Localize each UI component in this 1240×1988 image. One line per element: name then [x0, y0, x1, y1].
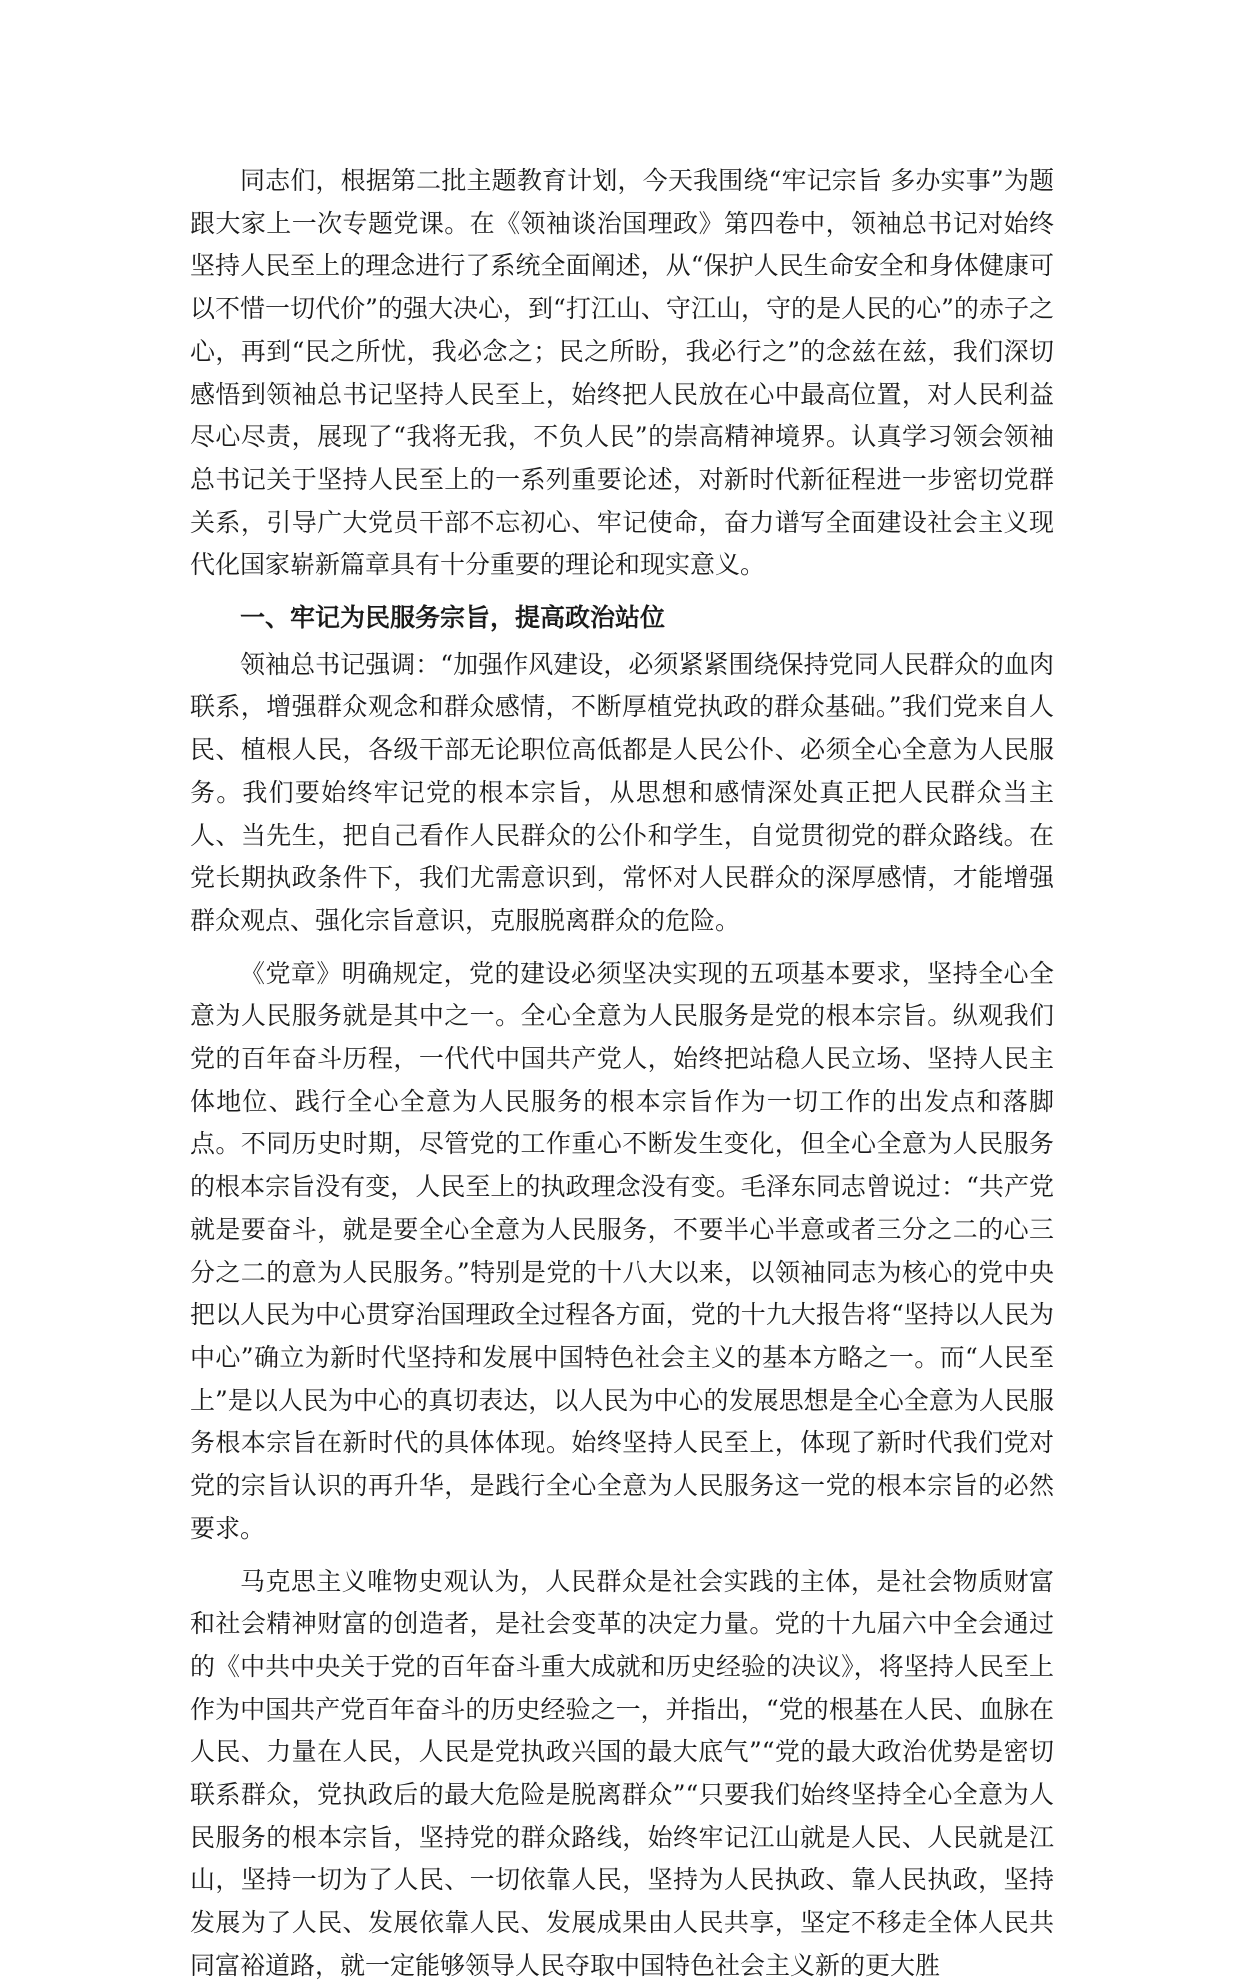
document-page: [190, 160, 1054, 1980]
body-paragraph-1: 领袖总书记强调：“加强作风建设，必须紧紧围绕保持党同人民群众的血肉联系，增强群众观念和群众感情，不断厚植党执政的群众基础。”我们党来自人民、植根人民，各级干部无论职位高低都是人民公仆、必须全心全意为人民服务。我们要始终牢记党的根本宗旨，从思想和感情深处真正把人民群众当主人、当先生，把自己看作人民群众的公仆和学生，自觉贯彻党的群众路线。在党长期执政条件下，我们尤需意识到，常怀对人民群众的深厚感情，才能增强群众观点、强化宗旨意识，克服脱离群众的危险。: [190, 649, 1054, 935]
body-paragraph-3: 马克思主义唯物史观认为，人民群众是社会实践的主体，是社会物质财富和社会精神财富的创造者，是社会变革的决定力量。党的十九届六中全会通过的《中共中央关于党的百年奋斗重大成就和历史经验的决议》，将坚持人民至上作为中国共产党百年奋斗的历史经验之一，并指出，“党的根基在人民、血脉在人民、力量在人民，人民是党执政兴国的最大底气”“党的最大政治优势是密切联系群众，党执政后的最大危险是脱离群众”“只要我们始终坚持全心全意为人民服务的根本宗旨，坚持党的群众路线，始终牢记江山就是人民、人民就是江山，坚持一切为了人民、一切依靠人民，坚持为人民执政、靠人民执政，坚持发展为了人民、发展依靠人民、发展成果由人民共享，坚定不移走全体人民共同富裕道路，就一定能够领导人民夺取中国特色社会主义新的更大胜: [190, 1566, 1054, 1980]
intro-paragraph: 同志们，根据第二批主题教育计划，今天我围绕“牢记宗旨 多办实事”为题跟大家上一次专题党课。在《领袖谈治国理政》第四卷中，领袖总书记对始终坚持人民至上的理念进行了系统全面阐述，从“保护人民生命安全和身体健康可以不惜一切代价”的强大决心，到“打江山、守江山，守的是人民的心”的赤子之心，再到“民之所忧，我必念之；民之所盼，我必行之”的念兹在兹，我们深切感悟到领袖总书记坚持人民至上，始终把人民放在心中最高位置，对人民利益尽心尽责，展现了“我将无我，不负人民”的崇高精神境界。认真学习领会领袖总书记关于坚持人民至上的一系列重要论述，对新时代新征程进一步密切党群关系，引导广大党员干部不忘初心、牢记使命，奋力谱写全面建设社会主义现代化国家崭新篇章具有十分重要的理论和现实意义。: [190, 166, 1054, 580]
section-heading: 一、牢记为民服务宗旨，提高政治站位: [240, 603, 666, 633]
body-paragraph-2: 《党章》明确规定，党的建设必须坚决实现的五项基本要求，坚持全心全意为人民服务就是其中之一。全心全意为人民服务是党的根本宗旨。纵观我们党的百年奋斗历程，一代代中国共产党人，始终把站稳人民立场、坚持人民主体地位、践行全心全意为人民服务的根本宗旨作为一切工作的出发点和落脚点。不同历史时期，尽管党的工作重心不断发生变化，但全心全意为人民服务的根本宗旨没有变，人民至上的执政理念没有变。毛泽东同志曾说过：“共产党就是要奋斗，就是要全心全意为人民服务，不要半心半意或者三分之二的心三分之二的意为人民服务。”特别是党的十八大以来，以领袖同志为核心的党中央把以人民为中心贯穿治国理政全过程各方面，党的十九大报告将“坚持以人民为中心”确立为新时代坚持和发展中国特色社会主义的基本方略之一。而“人民至上”是以人民为中心的真切表达，以人民为中心的发展思想是全心全意为人民服务根本宗旨在新时代的具体体现。始终坚持人民至上，体现了新时代我们党对党的宗旨认识的再升华，是践行全心全意为人民服务这一党的根本宗旨的必然要求。: [190, 958, 1054, 1543]
